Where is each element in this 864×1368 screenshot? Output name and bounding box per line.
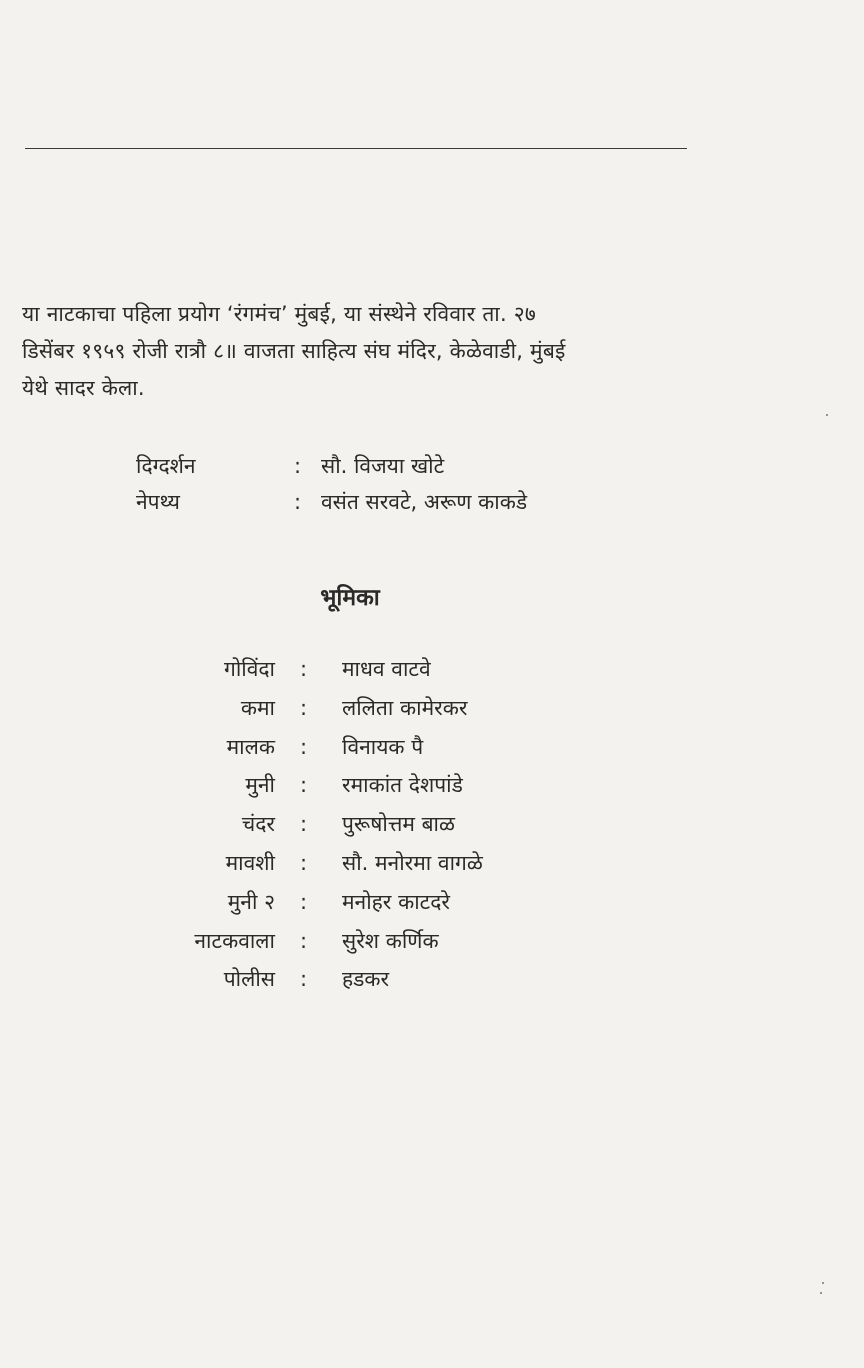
cast-role: मावशी bbox=[225, 850, 275, 875]
cast-row bbox=[0, 689, 700, 728]
cast-role: मुनी bbox=[245, 773, 275, 798]
cast-row bbox=[0, 844, 700, 883]
credit-separator: : bbox=[294, 454, 302, 478]
cast-actor: माधव वाटवे bbox=[342, 657, 431, 681]
cast-role: गोविंदा bbox=[224, 657, 275, 681]
credit-name: वसंत सरवटे, अरूण काकडे bbox=[321, 490, 528, 514]
cast-actor: ललिता कामेरकर bbox=[342, 695, 468, 720]
cast-role: कमा bbox=[240, 695, 275, 720]
credit-role: दिग्दर्शन bbox=[136, 454, 196, 478]
cast-row bbox=[0, 650, 700, 689]
cast-separator: : bbox=[300, 695, 308, 720]
cast-role: मालक bbox=[226, 734, 275, 759]
intro-line: या नाटकाचा पहिला प्रयोग ‘रंगमंच’ मुंबई, या संस्थेने रविवार ता. २७ bbox=[22, 302, 536, 326]
cast-role: नाटकवाला bbox=[194, 928, 275, 953]
intro-paragraph bbox=[22, 296, 692, 407]
paper-speck bbox=[822, 1282, 824, 1284]
credit-separator: : bbox=[294, 490, 302, 514]
cast-row bbox=[0, 960, 700, 999]
credit-name: सौ. विजया खोटे bbox=[321, 454, 445, 478]
cast-row bbox=[0, 883, 700, 922]
cast-separator: : bbox=[300, 889, 308, 914]
cast-separator: : bbox=[300, 850, 308, 875]
paper-speck bbox=[826, 414, 828, 416]
credit-role: नेपथ्य bbox=[136, 490, 180, 514]
cast-actor: मनोहर काटदरे bbox=[342, 889, 450, 914]
cast-actor: सौ. मनोरमा वागळे bbox=[342, 850, 483, 875]
intro-line: येथे सादर केला. bbox=[22, 376, 145, 400]
cast-actor: रमाकांत देशपांडे bbox=[342, 773, 463, 798]
cast-separator: : bbox=[300, 812, 308, 837]
cast-separator: : bbox=[300, 657, 308, 681]
cast-list bbox=[0, 650, 700, 999]
cast-separator: : bbox=[300, 967, 308, 992]
cast-row bbox=[0, 766, 700, 805]
cast-role: मुनी २ bbox=[227, 889, 275, 914]
cast-separator: : bbox=[300, 773, 308, 798]
cast-actor: सुरेश कर्णिक bbox=[342, 928, 439, 953]
cast-row bbox=[0, 728, 700, 767]
cast-actor: पुरूषोत्तम बाळ bbox=[342, 812, 455, 837]
cast-role: चंदर bbox=[241, 812, 275, 837]
cast-separator: : bbox=[300, 734, 308, 759]
cast-heading: भूमिका bbox=[320, 585, 380, 611]
cast-role: पोलीस bbox=[223, 967, 275, 992]
cast-row bbox=[0, 805, 700, 844]
cast-actor: विनायक पै bbox=[342, 734, 424, 759]
intro-line: डिसेंबर १९५९ रोजी रात्रौ ८॥ वाजता साहित्य संघ मंदिर, केळेवाडी, मुंबई bbox=[22, 339, 566, 363]
cast-separator: : bbox=[300, 928, 308, 953]
paper-speck bbox=[820, 1292, 822, 1294]
horizontal-rule bbox=[25, 148, 687, 149]
cast-row bbox=[0, 922, 700, 961]
cast-actor: हडकर bbox=[342, 967, 390, 992]
